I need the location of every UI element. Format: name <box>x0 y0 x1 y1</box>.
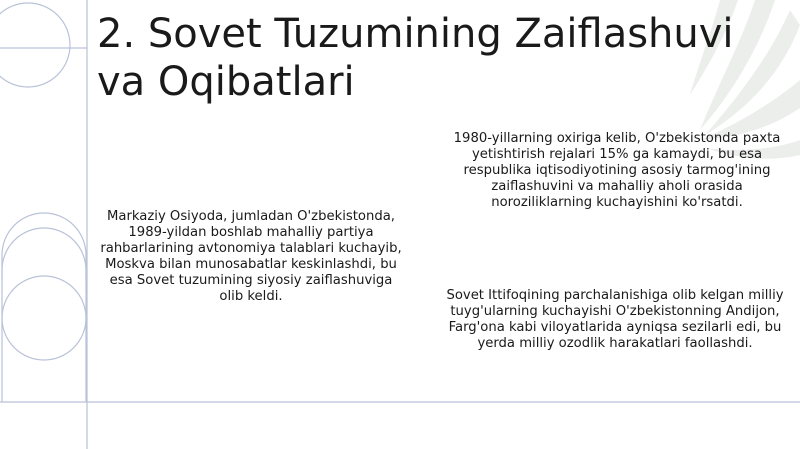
text-block-left: Markaziy Osiyoda, jumladan O'zbekistonda, 1989-yildan boshlab mahalliy partiya rahbarlarining avtonomiya talablari kuchayib, Moskva bilan munosabatlar keskinlashdi, bu esa Sovet tuzumining siyosiy zaiflashuviga olib keldi. <box>100 209 402 304</box>
text-block-right-bottom: Sovet Ittifoqining parchalanishiga olib kelgan milliy tuyg'ularning kuchayishi O'zbekistonning Andijon, Farg'ona kabi viloyatlarida ayniqsa sezilarli edi, bu yerda milliy ozodlik harakatlari faollashdi. <box>446 288 784 351</box>
text-block-right-top: 1980-yillarning oxiriga kelib, O'zbekistonda paxta yetishtirish rejalari 15% ga kamaydi, bu esa respublika iqtisodiyotining asosiy tarmog'ining zaiflashuvini va mahalliy aholi orasida noroziliklarning kuchayishini ko'rsatdi. <box>453 131 781 210</box>
slide-title: 2. Sovet Tuzumining Zaiflashuvi va Oqibatlari <box>97 11 734 105</box>
